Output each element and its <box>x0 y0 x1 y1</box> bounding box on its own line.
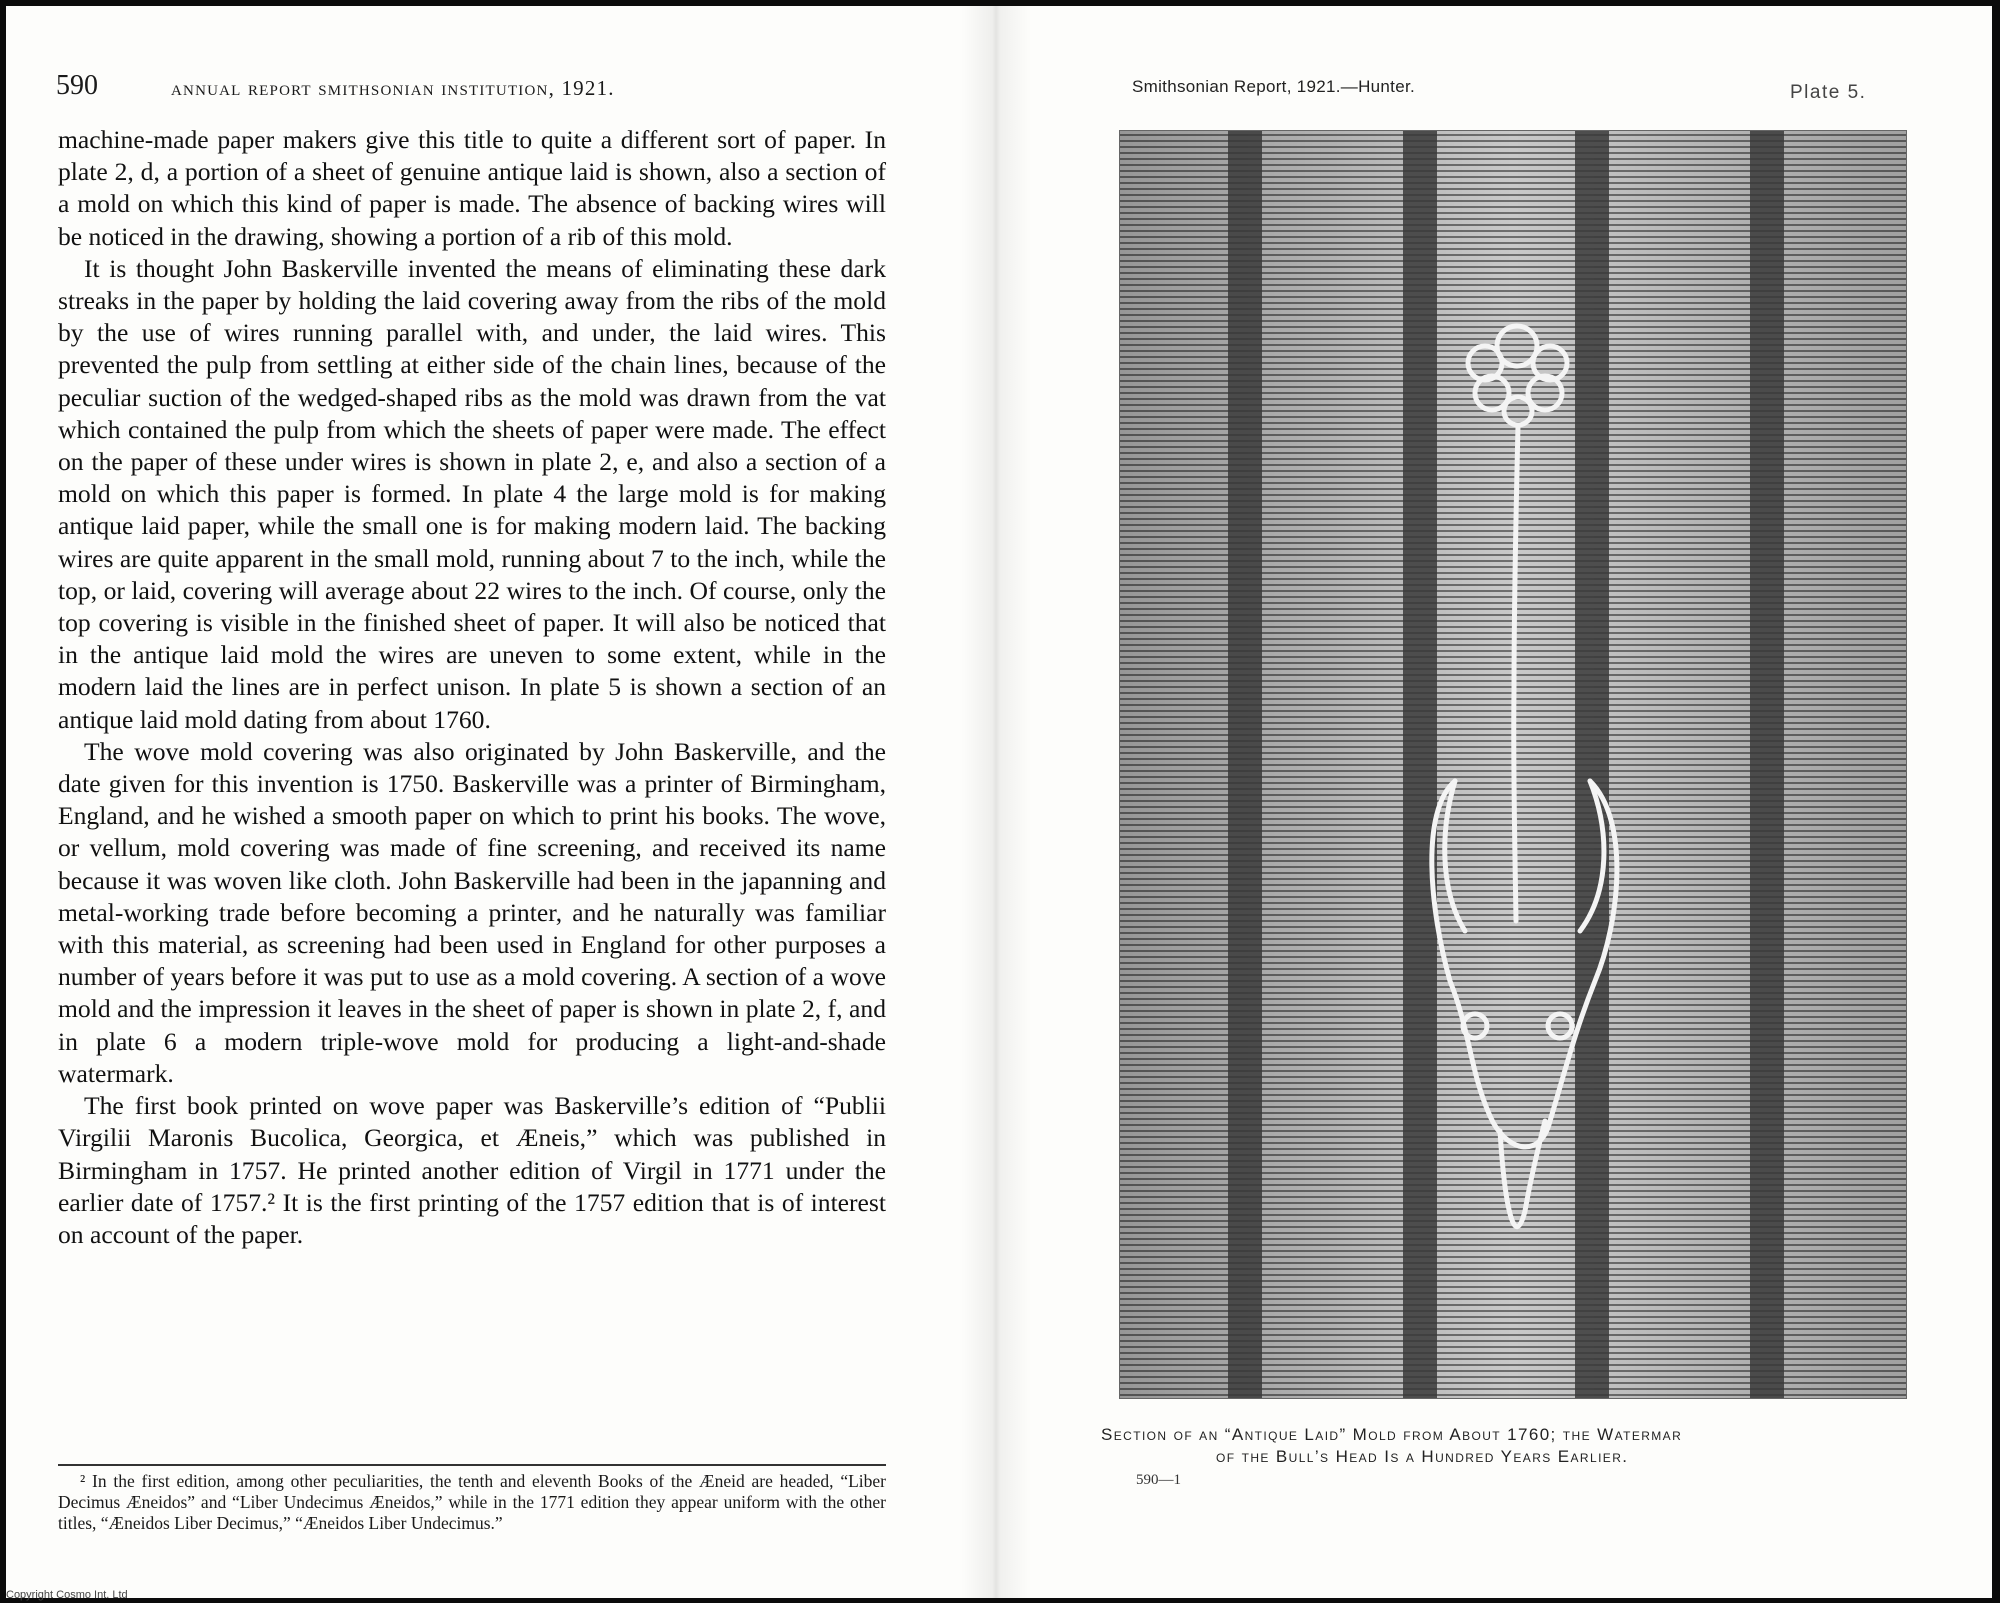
running-head: annual report smithsonian institution, 1921. <box>171 76 615 100</box>
copyright-notice: Copyright Cosmo Int. Ltd <box>6 1589 128 1601</box>
caption-line-1: Section of an “Antique Laid” Mold from About 1760; the Watermar <box>1101 1425 1683 1444</box>
body-text <box>58 124 886 1251</box>
left-page-header <box>56 70 896 110</box>
paragraph: machine-made paper makers give this title to quite a different sort of paper. In plate 2, d, a portion of a sheet of genuine antique laid is shown, also a section of a mold on which this kind of paper is made. The absence of backing wires will be noticed in the drawing, showing a portion of a rib of this mold. <box>58 125 886 251</box>
paragraph: The wove mold covering was also originated by John Baskerville, and the date given for this invention is 1750. Baskerville was a printer of Birmingham, England, and he wished a smooth paper on which to print his books. The wove, or vellum, mold covering was made of fine screening, and received its name because it was woven like cloth. John Baskerville had been in the japanning and metal-working trade before becoming a printer, and he naturally was familiar with this material, as screening had been used in England for other purposes a number of years before it was put to use as a mold covering. A section of a wove mold and the impression it leaves in the sheet of paper is shown in plate 2, f, and in plate 6 a modern triple-wove mold for producing a light-and-shade watermark. <box>58 736 886 1088</box>
footnote-text: ² In the first edition, among other peculiarities, the tenth and eleventh Books of the Æneid are headed, “Liber Decimus Æneidos” and “Liber Undecimus Æneidos,” while in the 1771 edition they appear uniform with the other titles, “Æneidos Liber Decimus,” “Æneidos Liber Undecimus.” <box>58 1471 886 1533</box>
laid-mold-image <box>1120 131 1906 1398</box>
page-number: 590 <box>56 70 98 101</box>
chain-line <box>1750 131 1784 1398</box>
plate-running-head: Smithsonian Report, 1921.—Hunter. <box>1132 77 1415 96</box>
caption-line-2: of the Bull’s Head Is a Hundred Years Earlier. <box>1216 1447 1629 1466</box>
footnote <box>58 1471 886 1534</box>
chain-line <box>1228 131 1262 1398</box>
plate-photograph <box>1119 130 1907 1399</box>
footnote-rule <box>58 1464 886 1466</box>
plate-caption <box>1101 1424 1901 1468</box>
book-spread <box>6 6 1992 1598</box>
paragraph: The first book printed on wove paper was Baskerville’s edition of “Publii Virgilii Maronis Bucolica, Georgica, et Æneis,” which was published in Birmingham in 1757. He printed another edition of Virgil in 1771 under the earlier date of 1757.² It is the first printing of the 1757 edition that is of interest on account of the paper. <box>58 1091 886 1249</box>
plate-number: 590—1 <box>1136 1472 1181 1488</box>
page-gutter <box>961 6 1031 1598</box>
chain-line <box>1575 131 1609 1398</box>
paragraph: It is thought John Baskerville invented the means of eliminating these dark streaks in the paper by holding the laid covering away from the ribs of the mold by the use of wires running parallel with, and under, the laid wires. This prevented the pulp from settling at either side of the chain lines, because of the peculiar suction of the wedged-shaped ribs as the mold was drawn from the vat which contained the pulp from which the sheets of paper were made. The effect on the paper of these under wires is shown in plate 2, e, and also a section of a mold on which this paper is formed. In plate 4 the large mold is for making antique laid paper, while the small one is for making modern laid. The backing wires are quite apparent in the small mold, running about 7 to the inch, while the top, or laid, covering will average about 22 wires to the inch. Of course, only the top covering is visible in the finished sheet of paper. It will also be noticed that in the antique laid mold the wires are uneven to some extent, while in the modern laid the lines are in perfect unison. In plate 5 is shown a section of an antique laid mold dating from about 1760. <box>58 253 886 734</box>
chain-line <box>1403 131 1437 1398</box>
plate-label: Plate 5. <box>1790 82 1867 103</box>
